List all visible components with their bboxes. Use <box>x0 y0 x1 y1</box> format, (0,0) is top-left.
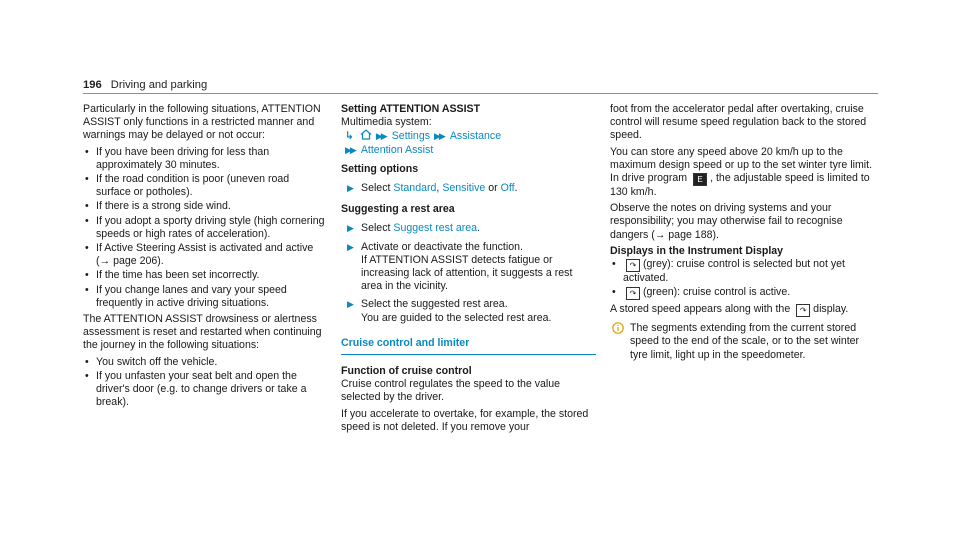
page-number: 196 <box>83 79 102 91</box>
options-step <box>341 182 596 195</box>
stored-paragraph <box>610 303 878 317</box>
chevron-right-icon: ▶▶ <box>375 131 386 142</box>
step-arrow-icon: ▶ <box>347 223 354 234</box>
step-detail: If ATTENTION ASSIST detects fatigue or increasing lack of attention, it suggests a rest area in the vicinity. <box>361 253 573 293</box>
list-item: • If you unfasten your seat belt and open the driver's door (e.g. to change drivers or take a break). <box>83 370 326 410</box>
note <box>610 322 878 362</box>
list-item: • If the time has been set incorrectly. <box>83 269 326 282</box>
resume-paragraph: foot from the accelerator pedal after overtaking, cruise control will resume speed regulation back to the stored speed. <box>610 103 867 142</box>
list-item: • If you change lanes and vary your speed frequently in active driving situations. <box>83 284 326 310</box>
list-item-text: (green): cruise control is active. <box>643 286 791 299</box>
step-arrow-icon: ▶ <box>347 299 354 310</box>
chevron-right-icon: ▶▶ <box>345 144 355 155</box>
step-text: Select <box>361 222 391 235</box>
menu-label: Multimedia system: <box>341 116 432 129</box>
step-text: Select <box>361 182 391 195</box>
column-middle <box>341 103 596 434</box>
rest-heading: Suggesting a rest area <box>341 203 455 216</box>
activate-step <box>341 241 596 294</box>
punct: . <box>514 182 518 195</box>
menu-assistance[interactable]: Assistance <box>449 130 502 143</box>
punct: . <box>477 222 480 235</box>
cruise-control-icon: ↷ <box>796 304 810 317</box>
list-item <box>610 258 878 285</box>
step-text: Activate or deactivate the function. <box>361 240 523 253</box>
reset-list <box>83 356 326 410</box>
column-left <box>83 103 326 412</box>
rest-step <box>341 222 596 235</box>
store-text: You can store any speed above 20 km/h up to the maximum design speed or up to the set winter tyre limit. In drive program <box>610 145 873 185</box>
punct: , <box>436 182 440 195</box>
list-item <box>610 286 878 300</box>
column-right <box>610 103 878 362</box>
function-text: Cruise control regulates the speed to the value selected by the driver. <box>341 378 561 404</box>
menu-settings[interactable]: Settings <box>391 130 431 143</box>
note-text: The segments extending from the current stored speed to the end of the scale, or to the set winter tyre limit, light up in the speedometer. <box>630 322 860 361</box>
list-item: • If Active Steering Assist is activated and active (→ page 206). <box>83 242 326 268</box>
step-text: or <box>488 182 498 195</box>
stored-text-cont: display. <box>813 303 849 316</box>
option-off[interactable]: Off <box>500 182 515 195</box>
step-arrow-icon: ▶ <box>347 183 354 194</box>
function-heading: Function of cruise control <box>341 365 472 378</box>
menu-path <box>341 129 596 143</box>
option-sensitive[interactable]: Sensitive <box>442 182 486 195</box>
select-step <box>341 298 596 324</box>
list-item: • If you adopt a sporty driving style (high cornering speeds or high rates of acceleration). <box>83 215 326 241</box>
home-icon <box>360 129 372 140</box>
store-text-cont: , the adjustable speed is limited to 130 km/h. <box>610 172 870 199</box>
option-suggest-rest-area[interactable]: Suggest rest area <box>393 222 478 235</box>
header-divider <box>83 93 878 94</box>
option-standard[interactable]: Standard <box>393 182 437 195</box>
cruise-control-icon: ↷ <box>626 287 640 300</box>
restriction-list <box>83 146 326 310</box>
turn-arrow-icon: ↳ <box>345 130 354 143</box>
info-icon <box>612 322 624 338</box>
menu-attention-assist[interactable]: Attention Assist <box>360 143 434 156</box>
stored-text: A stored speed appears along with the <box>610 303 791 316</box>
menu-path-cont <box>341 144 596 157</box>
chevron-right-icon: ▶▶ <box>434 131 444 142</box>
options-heading: Setting options <box>341 162 419 175</box>
displays-heading: Displays in the Instrument Display <box>610 244 784 257</box>
step-detail: You are guided to the selected rest area. <box>361 311 552 324</box>
cruise-section-title: Cruise control and limiter <box>341 337 596 355</box>
list-item-text: (grey): cruise control is selected but not yet activated. <box>623 258 845 285</box>
observe-paragraph: Observe the notes on driving systems and your responsibility; you may otherwise fail to recognise dangers (→ page 188). <box>610 202 843 241</box>
drive-program-e-icon: E <box>693 173 707 186</box>
store-paragraph <box>610 146 878 200</box>
step-text: Select the suggested rest area. <box>361 298 508 311</box>
list-item: • If there is a strong side wind. <box>83 200 326 213</box>
intro-paragraph: Particularly in the following situations, ATTENTION ASSIST only functions in a restricted manner and warnings may be delayed or not occur: <box>83 103 321 142</box>
setting-heading: Setting ATTENTION ASSIST <box>341 103 481 115</box>
page-header <box>83 79 207 92</box>
reset-paragraph: The ATTENTION ASSIST drowsiness or alertness assessment is reset and restarted when continuing the journey in the following situations: <box>83 313 322 352</box>
list-item: • You switch off the vehicle. <box>83 356 326 369</box>
cruise-control-icon: ↷ <box>626 259 640 272</box>
step-arrow-icon: ▶ <box>347 241 354 252</box>
section-title: Driving and parking <box>110 79 208 91</box>
display-list <box>610 258 878 300</box>
accelerate-text: If you accelerate to overtake, for example, the stored speed is not deleted. If you remove your <box>341 407 589 433</box>
list-item: • If the road condition is poor (uneven road surface or potholes). <box>83 173 326 199</box>
list-item: • If you have been driving for less than approximately 30 minutes. <box>83 146 326 172</box>
